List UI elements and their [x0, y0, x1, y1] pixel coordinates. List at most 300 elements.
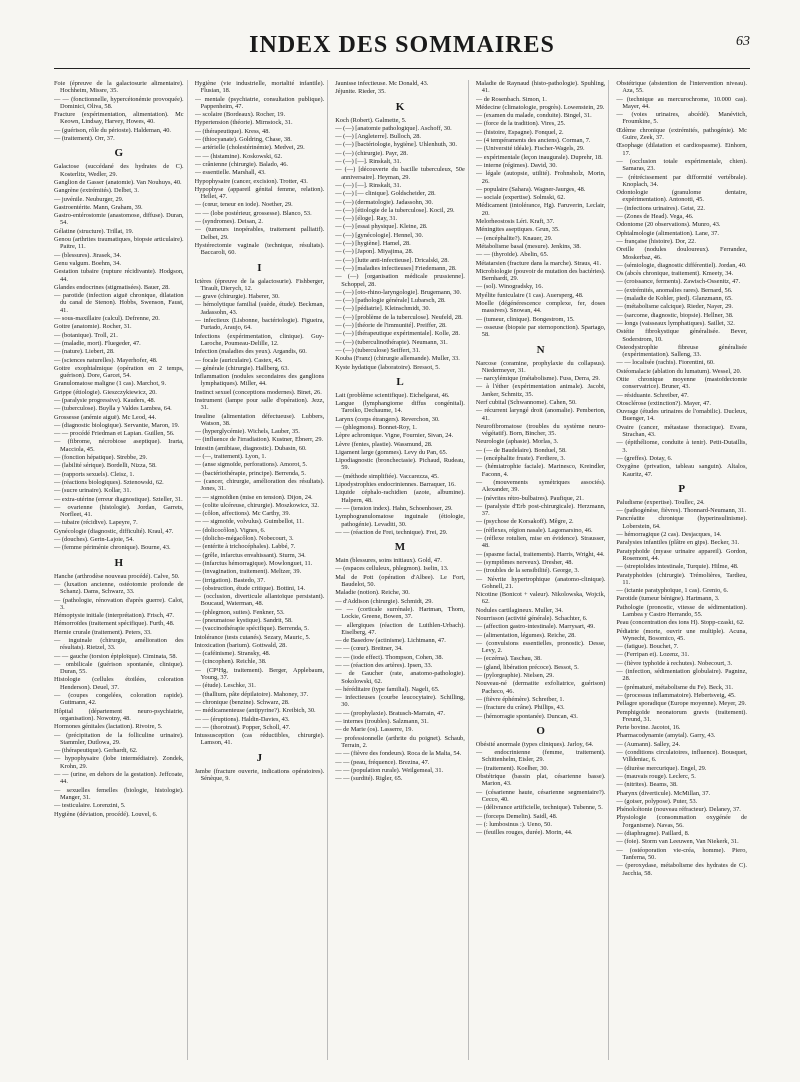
index-entry: Infection (maladies des yeux). Argandis, 60.: [194, 348, 307, 356]
index-entry: — (précipitation de la folliculine urinaire). Stammler, Dutlowa, 29.: [54, 731, 184, 746]
index-entry: Neurofibromatose (troubles du système neuro-végétatif). Born, Bincher, 35.: [475, 422, 606, 438]
index-entry: — (: lumbosinus :). Ueno, 50.: [475, 820, 552, 828]
index-entry: — (thiocyanate). Goldring, Chase, 38.: [194, 136, 292, 144]
index-entry: Nouveau-né (dermatite exfoliatrice, guérison) Pacheco, 46.: [475, 680, 606, 695]
index-entry: — — (cœur). Breitner, 34.: [335, 645, 403, 653]
index-entry: — (—) [essai physique]. Kleine, 28.: [335, 223, 428, 231]
index-entry: Lipodiagnostic (bronchectasie). Pichaud, Rudeau, 59.: [335, 457, 465, 472]
index-entry: — (—) (dermatologie). Jadassohn, 30.: [335, 198, 433, 206]
index-entry: — (tumeur, clinique). Bongestrom, 15.: [475, 315, 575, 323]
index-entry: — à l'éther (expérimentation animale). Jacobi, Janker, Schmitz, 35.: [475, 383, 606, 398]
index-entry: Koch (Robert). Galmette, 5.: [335, 116, 407, 124]
index-entry: — juvénile. Neuburger, 29.: [54, 195, 124, 203]
index-entry: — de Basedow (actinisme). Lichtmann, 47.: [335, 637, 446, 645]
index-entry: — essentielle. Marshall, 43.: [194, 169, 266, 177]
index-entry: — (—) [gynécologie]. Hennel, 30.: [335, 231, 424, 239]
index-entry: — (maladie, mort). Fluegeder, 47.: [54, 339, 141, 347]
index-entry: — résiduante. Schreiber, 47.: [616, 391, 689, 399]
index-entry: — (—) [hygiène]. Hamel, 28.: [335, 240, 411, 248]
index-entry: Grippe (étiologie). Gieszczykiewicz, 20.: [54, 388, 157, 396]
index-entry: Intolérance (tests cutanés). Sezary, Mauric, 5.: [194, 633, 311, 641]
index-entry: Narcose (coramine, prophylaxie du collapsus). Niedermeyer, 31.: [475, 359, 606, 374]
index-entry: — (sarcome, diagnostic, biopsie). Hellner, 38.: [616, 311, 734, 319]
index-entry: — extra-utérine (erreur diagnostique). Szteller, 31.: [54, 495, 183, 503]
index-entry: — — (réaction des artères). Ipsen, 33.: [335, 662, 433, 669]
index-entry: — (—) (tuberculose) Seiffert, 31.: [335, 346, 421, 354]
index-entry: — (—) [thérapeutique expérimentale]. Kolle, 28.: [335, 330, 460, 338]
index-entry: — (spasme facial, traitements). Harris, Wright, 44.: [475, 550, 605, 558]
index-entry: Hernie crurale (traitement). Peters, 33.: [54, 628, 152, 636]
index-entry: — (obstruction, étude critique). Bottini, 14.: [194, 584, 306, 592]
index-entry: Paralysies infantiles (plâtre en gips). Becker, 31.: [616, 539, 740, 547]
index-column-1: [54, 80, 188, 1060]
index-entry: — — (prophylaxie). Bratusch-Marrain, 47.: [335, 709, 445, 717]
index-entry: — (—) [anatomie pathologique]. Aschoff, 30.: [335, 124, 452, 132]
index-entry: Gangrène (extrémités). Delbet, 3.: [54, 187, 139, 195]
index-entry: — (Zones de Head). Vega, 46.: [616, 213, 694, 221]
index-entry: — focale (auriculaire). Castex, 45.: [194, 356, 283, 364]
index-entry: — (—, traitement). Lyon, 1.: [194, 453, 267, 461]
index-column-3: [335, 80, 469, 1060]
index-entry: — parotide (infection aiguë chronique, dilatation du canal de Stenon). Hobbs, Swenson, Faust, 41.: [54, 292, 184, 314]
index-entry: — (Aumann). Salley, 24.: [616, 740, 681, 748]
index-entry: Gastro-entérostomie (anastomose, diffuse). Duran, 54.: [54, 212, 184, 227]
index-entry: — — (surdité). Rigler, 65.: [335, 775, 403, 783]
index-entry: Histologie (cellules étoilées, coloration Henderson). Deuel, 37.: [54, 676, 184, 691]
index-entry: Grossesse (anémie aiguë). Mc Leod, 44.: [54, 413, 157, 421]
index-entry: Gestation tubaire (rupture récidivante). Hodgson, 44.: [54, 268, 184, 283]
index-entry: — (4 tempéraments des anciens). Corman, 7.: [475, 137, 591, 145]
page-title: INDEX DES SOMMAIRES: [249, 32, 555, 58]
index-entry: — ombilicale (guérison spontanée, clinique). Duran, 55.: [54, 660, 184, 676]
index-entry: Perte bovine. Jacotot, 16.: [616, 724, 681, 732]
index-entry: Ostéomalacie (ablation du lumatum). Wessel, 20.: [616, 367, 742, 375]
index-entry: — crânienne (chirurgie). Balado, 46.: [194, 160, 289, 168]
index-entry: — — (tension index). Hahn, Schoenhoser, 29.: [335, 504, 453, 512]
index-column-4: [476, 80, 610, 1060]
index-entry: — (irrigation). Bastedo, 37.: [194, 576, 266, 584]
index-entry: — (syndromes). Deisan, 2.: [194, 218, 263, 226]
index-entry: Otite chronique moyenne (mastoïdectomie conservatrice). Bruner, 43.: [616, 375, 747, 391]
index-entry: Obstétrique (abstention de l'intervention niveau). Aza, 55.: [616, 80, 747, 95]
index-entry: — (étude). Leschke, 31.: [194, 682, 256, 690]
index-entry: — (blessures). Jirasek, 34.: [54, 251, 122, 259]
index-entry: Maladie (notion). Reiche, 30.: [335, 589, 410, 597]
index-entry: — (foie). Storm van Leeuwen, Van Niekerk, 31.: [616, 838, 739, 846]
index-entry: — (caféinisme). Stransky, 48.: [194, 650, 271, 658]
index-entry: — artérielle (cholestérinémie). Medvei, 29.: [194, 144, 305, 152]
index-entry: — — (réaction de Frei, technique). Frei, 29.: [335, 528, 448, 536]
index-entry: Goitre (anatomie). Rocher, 31.: [54, 323, 132, 331]
index-entry: Pemphigoïde neonatorum gravis (traitement). Freund, 31.: [616, 708, 747, 723]
index-entry: — de Rosenbach. Simon, 1.: [475, 95, 547, 103]
index-entry: Œdème chronique (extrémités, pathogénie). Mc Guire, Zeek, 37.: [616, 126, 747, 142]
index-entry: — (goiser, polypose). Puter, 53.: [616, 797, 698, 805]
index-entry: Métatarsien (fracture dans la marche). Straus, 41.: [475, 259, 602, 267]
index-entry: — (dolicocôlon). Vignes, 6.: [194, 526, 266, 534]
index-entry: — tubaire (récidive). Lapeyre, 7.: [54, 519, 138, 527]
index-entry: — (—) [—]. Rinskalt, 31.: [335, 158, 402, 166]
index-entry: — hypophysaire (lobe intermédiaire). Zondek, Krohn, 29.: [54, 755, 184, 770]
index-entry: — (fatigue). Bouchet, 7.: [616, 643, 679, 651]
index-entry: Pathologie (pronostic, vitesse de sédimentation). Lambea y Castro Herrando, 55.: [616, 603, 747, 618]
index-entry: — mentale (psychiatrie, consultation publique). Pappenheim, 47.: [194, 95, 325, 110]
index-entry: — (fracture du crâne). Phillips, 43.: [475, 704, 565, 712]
index-entry: Larynx (corps étrangers). Reverchon, 30.: [335, 415, 440, 423]
index-entry: Infections (expérimentation, clinique). Guy-Laroche, Poumeau-Delille, 12.: [194, 332, 325, 347]
index-entry: — générale (chirurgie). Hallberg, 63.: [194, 364, 289, 372]
index-entry: Obésité anormale (types cliniques). Jarloy, 64.: [475, 740, 594, 748]
index-entry: Nourrisson (activité générale). Schachter, 6.: [475, 615, 588, 622]
index-entry: — (conditions circulatoires, influence). Bousquet, Villdeniac, 6.: [616, 749, 747, 764]
index-entry: Glandes endocrines (stigmatisées). Bauer, 28.: [54, 283, 170, 291]
index-entry: — (—) [Japon]. Miyajima, 28.: [335, 248, 414, 256]
index-entry: — (prématuré, métabolisme du Fe). Beck, 31.: [616, 683, 734, 691]
index-entry: — (méthode simplifiée). Vaccarezza, 45.: [335, 472, 439, 480]
index-entry: — (paralysie d'Erb post-chirurgicale). Herzmann, 37.: [475, 502, 606, 518]
index-entry: Ouvrage (études urinaires de l'omabilic). Ducleux, Buenger, 14.: [616, 408, 747, 423]
index-entry: — expérimentale (leçon inaugurale). Duprehr, 18.: [475, 153, 603, 161]
index-entry: — (—) [pédiatrie]. Kleinschmidt, 30.: [335, 305, 431, 313]
index-entry: Paratyphoïde (myase urinaire appareil). Gordon, Rosemont, 44.: [616, 547, 747, 562]
index-entry: Fracture (expérimentation, alimentation). Mc Keown, Lindsay, Harvey, Howes, 40.: [54, 111, 184, 126]
index-entry: — (—) (tuberculinothérapie). Neumann, 31.: [335, 338, 448, 346]
index-entry: Instrument (lampe pour salle d'opération). Jezz, 31.: [194, 396, 325, 412]
index-entry: Kouba (Franz) (chirurgie allemande). Muller, 33.: [335, 355, 460, 363]
index-entry: — (thérapeutique). Gerhardt, 62.: [54, 747, 138, 755]
index-entry: Parotide (tumeur bénigne). Hartmann, 3.: [616, 595, 720, 603]
index-entry: Moelle (dégénérescence complexe, fer, doses massives). Snowan, 44.: [475, 300, 606, 315]
index-entry: — (convulsions essentielles, pronostic). Desse, Levy, 2.: [475, 639, 606, 655]
index-entry: — (épithéliome, conduite à tenir). Petit-Dutaillis, 3.: [616, 439, 747, 454]
index-entry: Hypophysaire (cancer, excision). Trotter, 43.: [194, 177, 308, 185]
index-entry: — (sciences naturelles). Mayerhofer, 48.: [54, 356, 158, 364]
index-entry: — (peroxydase, métabolisme des hydrates de C). Jacchia, 58.: [616, 862, 747, 877]
index-entry: — (occlusion totale expérimentale, chien). Samaras, 23.: [616, 157, 747, 173]
index-entry: Hémorroïdes (traitement spécifique). Furth, 48.: [54, 620, 175, 628]
page-number: 63: [736, 34, 750, 49]
index-entry: — (pneumatose kystique). Sandrit, 58.: [194, 617, 293, 624]
index-entry: — (fibrome, nécrobiose aseptique). Irarta, Macciola, 45.: [54, 438, 184, 453]
index-entry: — (douches). Gerin-Lajoie, 54.: [54, 536, 134, 544]
index-entry: Gastroentérite. Mann, Graham, 39.: [54, 203, 143, 211]
index-entry: — endocrinienne (femme, traitement). Schittenhelm, Eisler, 29.: [475, 749, 606, 764]
index-entry: — de Marie (os). Lasserre, 19.: [335, 726, 414, 734]
index-entry: — — (fonctionnelle, hypercétonémie provoquée). Dominici, Oliva, 58.: [54, 95, 184, 110]
index-entry: — (fièvre typhoïde à rechutes). Nobecourt, 3.: [616, 659, 733, 667]
index-entry: — (alimentation, légumes). Reiche, 28.: [475, 631, 576, 639]
index-entry: — (labilité sérique). Bordelli, Nizza, 58.: [54, 462, 157, 470]
index-entry: Ictères (épreuve de la galactosurie). Fishberger, Tirault, Dierych, 12.: [194, 277, 325, 292]
index-entry: — (femme périménie chronique). Bourne, 43.: [54, 544, 171, 552]
index-entry: — — (iode effect). Thompson, Cohen, 38.: [335, 653, 444, 661]
index-entry: — (phlegmon, suites). Fenkner, 53.: [194, 608, 285, 616]
index-entry: — hémorragique (2 cas). Desjacques, 14.: [616, 531, 722, 539]
index-entry: — légale (autopsie, utilité). Frohnsholz, Morin, 26.: [475, 170, 606, 185]
index-entry: Hypophyse (appareil génital femme, relation). Hellet, 47.: [194, 185, 325, 201]
index-entry: Pharmacodynamie (amytal). Garry, 43.: [616, 732, 716, 740]
index-entry: — — (corticale surrénale). Hartman, Thorn, Lockie, Greene, Bowen, 37.: [335, 605, 465, 621]
index-entry: — héréditaire (type familial). Nageli, 65.: [335, 685, 440, 693]
index-entry: — (infection, sédimentation globulaire). Pagninz, 28.: [616, 668, 747, 683]
index-entry: Jambe (fracture ouverte, indications opératoires). Sénèque, 9.: [194, 767, 325, 783]
index-entry: Peau (concentration des ions H). Stopp-czaski, 62.: [616, 619, 745, 627]
index-entry: — (—) [maladies infectieuses] Friedemann, 28.: [335, 264, 457, 272]
index-entry: — (fièvre éphémère). Schreiber, 1.: [475, 695, 565, 703]
index-entry: — (histoire, Espagne). Fonquel, 2.: [475, 128, 564, 136]
index-entry: — (rétrécissement par difformité vertébrale). Knoplach, 34.: [616, 173, 747, 188]
index-entry: — internes (troubles). Salzmann, 31.: [335, 718, 429, 726]
index-entry: — (eczéma). Taschau, 38.: [475, 655, 542, 663]
index-entry: Pancréatite chronique (hyperinsulinisme). Loberstein, 64.: [616, 515, 747, 530]
index-entry: — (réflexe rotulien, mise en évidence). Strausser, 48.: [475, 535, 606, 550]
index-entry: — (infections urinaires). Geist, 22.: [616, 204, 706, 212]
index-entry: — (—) [découverte du bacille tuberculeux, 50e anniversaire]. Heyman, 29.: [335, 166, 465, 181]
index-entry: — allergiques (réaction de Luithlen-Urbach). Eiselberg, 47.: [335, 621, 465, 636]
index-entry: Genu valgum. Boehm, 34.: [54, 259, 121, 267]
index-entry: Pharynx (diverticule). McMillan, 37.: [616, 789, 711, 797]
index-entry: — (troubles de la sensibilité). George, 3.: [475, 567, 580, 575]
index-entry: — — (éruptions). Haldin-Davies, 43.: [194, 715, 290, 723]
index-entry: — sociale (expertise). Solmski, 62.: [475, 194, 566, 202]
index-entry: Pellagre sporadique (Europe moyenne). Meyer, 29.: [616, 700, 747, 708]
index-entry: — (infarctus hémorragique). Mowlonguet, 11.: [194, 559, 313, 567]
index-entry: — infectieuses (courbe leucocytaire). Schilling, 30.: [335, 694, 465, 709]
index-entry: Lèvre (fentes, plastie). Wassmund, 28.: [335, 440, 433, 448]
index-entry: — (diurèse mercurique). Engel, 29.: [616, 764, 707, 772]
index-entry: — narcylémique (métabolisme). Fuss, Derra, 29.: [475, 375, 600, 383]
index-entry: Œsophage (dilatation et cardiospasme). Einhorn, 17.: [616, 142, 747, 157]
index-entry: Hanche (arthrodèse nouveau procédé). Calve, 50.: [54, 572, 180, 580]
index-entry: — (maladie de Kohler, pied). Glanzmann, 65.: [616, 295, 733, 303]
index-entry: — (hémorragie spontanée). Duncan, 43.: [475, 712, 578, 720]
index-entry: — (entérite à trichocéphales). Labbé, 7.: [194, 543, 296, 551]
index-entry: Hygiène (déviation, procédé). Louvel, 6.: [54, 810, 158, 818]
index-entry: — (psychose de Korsakoff). Mêgre, 2.: [475, 518, 574, 526]
index-entry: Main (blessures, soins initiaux). Gold, 47.: [335, 557, 442, 565]
index-entry: — (ictanie paratyphoïque, 1 cas). Grenio, 6.: [616, 587, 729, 595]
index-entry: Ganglion de Gasser (anatomie). Van Nouhuys, 40.: [54, 178, 182, 186]
index-entry: Otosclérose (extinction?). Mayer, 47.: [616, 399, 711, 407]
index-entry: — — localisée (rachis). Fiorentini, 60.: [616, 359, 715, 367]
index-entry: — — (population rurale). Weilgemeal, 31.: [335, 766, 444, 774]
index-entry: — (— de Baudelaire). Bonduel, 58.: [475, 446, 567, 454]
index-entry: — (cancer, chirurgie, amélioration des résultats). Jones, 31.: [194, 477, 325, 493]
index-entry: — (tumeurs inopérables, traitement palliatif). Delbet, 29.: [194, 226, 325, 241]
index-entry: — — (peau, fréquence). Brezina, 47.: [335, 758, 430, 766]
index-entry: — (délivrance artificielle, technique). Tubenne, 5.: [475, 804, 603, 812]
index-entry: Kyste hydatique (laboratoire). Bressot, 5.: [335, 363, 441, 371]
index-entry: — (coupes congelées, coloration rapide). Guttmann, 42.: [54, 692, 184, 707]
index-entry: — (grêle, infarctus envahissant). Sturm, 34.: [194, 551, 306, 559]
index-entry: — (métabolisme calcique). Rieder, Nayer, 29.: [616, 303, 734, 311]
index-entry: — (technique au mercurochrome, 10.000 cas). Mayer, 44.: [616, 95, 747, 110]
index-entry: Méningites aseptiques. Grun, 35.: [475, 226, 560, 234]
index-entry: — hémolytique familial (suède, étude). Beckman, Jadassohn, 43.: [194, 301, 325, 316]
index-entry: Phénolcétonie (nouveau réfracteur). Delaney, 37.: [616, 806, 741, 814]
index-entry: Neurologie (aphasie). Morlas, 3.: [475, 438, 559, 446]
index-entry: — (sémiologie, diagnostic différentiel). Jordan, 40.: [616, 261, 747, 269]
index-entry: — (—) [Angleterre]. Bulloch, 28.: [335, 133, 421, 141]
index-entry: — de Gaucher (rate, anatomo-pathologie). Sokolowski, 62.: [335, 670, 465, 685]
index-entry: — (sol). Winogradsky, 16.: [475, 283, 544, 291]
index-entry: Ostéite fibrokystique généralisée. Bever, Soderstrom, 10.: [616, 328, 747, 343]
index-entry: — française (histoire). Dor, 22.: [616, 237, 696, 245]
index-entry: — (fonction hépatique). Strebbe, 29.: [54, 454, 148, 462]
index-entry: — — (fièvre des fondeurs). Roca de la Malta, 54.: [335, 750, 462, 758]
index-entry: Pédiatrie (morte, ouvrir une multiple). Acuna, Wynecht, Bosomico, 45.: [616, 627, 747, 642]
index-entry: — — sigmoïde, volvulus). Guimbellot, 11.: [194, 518, 304, 526]
index-entry: — (nature). Liebert, 28.: [54, 348, 115, 356]
index-entry: — (nitrites). Beams, 38.: [616, 781, 678, 789]
index-entry: — (gland, libération précoce). Bessot, 5.: [475, 663, 579, 671]
index-entry: — (phlegmons). Bonnet-Roy, 1.: [335, 423, 417, 431]
index-entry: Myélite funiculaire (1 cas). Auersperg, 48.: [475, 291, 584, 299]
index-entry: — (encéphalite?). Knauer, 29.: [475, 234, 553, 242]
index-entry: — (botanique). Troll, 21.: [54, 331, 118, 339]
index-entry: — (—) [bactériologie, hygiène]. Uhlenhuth, 30.: [335, 141, 457, 149]
index-entry: Hôpital (département neuro-psychiatrie, organisation). Nowotny, 48.: [54, 707, 184, 722]
index-entry: — (bactériothérapie, principe). Berrenda, 5.: [194, 469, 306, 477]
index-entry: Goitre exophtalmique (opération en 2 temps, guérison). Dore, Garcet, 54.: [54, 364, 184, 380]
index-entry: — (traitement). Orr, 37.: [54, 135, 115, 143]
section-letter: L: [396, 375, 404, 388]
section-letter: O: [536, 724, 545, 737]
index-entry: Odontologie (granulome dentaire, expérimentation). Antonotti, 45.: [616, 189, 747, 204]
index-entry: Nicotine (Bonicot + valeur). Nikolowska, Wojcik, 62.: [475, 591, 606, 606]
index-entry: — (diagnostic biologique). Servantie, Maron, 19.: [54, 421, 180, 429]
index-entry: — ovarienne (histologie). Jordan, Garrets, Norfleet, 41.: [54, 503, 184, 519]
index-entry: Obstétrique (bassin plat, césarienne basse). Marion, 43.: [475, 773, 606, 788]
index-entry: — (pylorgraphie). Nielsen, 29.: [475, 672, 554, 680]
index-entry: — (réflexes, région nasale). Lagomarsino, 46.: [475, 526, 593, 534]
index-entry: Oxygène (privation, tableau sanguin). Altalos, Kauritz, 47.: [616, 463, 747, 478]
index-entry: Langue (lymphangiome diffus congénital). Taroiko, Dechaume, 14.: [335, 400, 465, 415]
index-entry: — longs (vaisseaux lymphatiques). Saillet, 32.: [616, 319, 735, 327]
index-entry: — (—) [théorie de l'immunité]. Preiffer, 28.: [335, 322, 447, 330]
index-column-5: [616, 80, 750, 1060]
index-entry: Oreille (nodules douloureux). Ferrandez, Moskerbaz, 46.: [616, 246, 747, 261]
index-entry: — (feuilles rouges, durée). Morin, 44.: [475, 829, 573, 837]
index-entry: — (—) [organisation médicale prussienne]. Schoppel, 28.: [335, 273, 465, 288]
index-entry: — sous-maxillaire (calcul). Defrenne, 20.: [54, 315, 160, 323]
section-letter: J: [256, 751, 263, 764]
index-entry: — (occlusion, diverticule allantoïque persistant). Boucaud, Waterman, 48.: [194, 593, 325, 608]
index-entry: — (cœur, teneur en iode). Noether, 29.: [194, 201, 293, 209]
index-entry: — (thallium, pâte dépilatoire). Mahoney, 37.: [194, 690, 309, 698]
index-entry: — inguinale (chirurgie, amélioration des résultats). Rietzel, 33.: [54, 637, 184, 652]
index-entry: — (encéphalite fruste). Ferdiere, 3.: [475, 455, 566, 463]
index-entry: Physiologie (consommation oxygénée de l'organisme). Navas, 56.: [616, 814, 747, 829]
index-entry: — (force de la tradition). Vires, 25.: [475, 120, 566, 128]
index-entry: Intestin (amibiase, diagnostic). Dubasin, 60.: [194, 444, 307, 452]
index-entry: Médecine (climatologie, progrès). Lowenstein, 29.: [475, 103, 605, 111]
section-letter: N: [536, 343, 545, 356]
index-entry: — (influence de l'irradiation). Kustner, Ebnerr, 29.: [194, 436, 324, 444]
index-entry: — (ostéoporation vie-créa, homme). Piero, Tanferna, 50.: [616, 846, 747, 861]
index-entry: — (traitement). Koelher, 30.: [475, 764, 549, 772]
index-entry: Ovaire (cancer, métastase thoracique). Evans, Strachan, 43.: [616, 423, 747, 439]
index-entry: — médicamenteuse (antipyrine?). Kreibich, 30.: [194, 707, 316, 715]
index-entry: — — gauche (torsion épiploïque). Ciminata, 58.: [54, 652, 178, 660]
index-entry: Nerf cubital (Schwannome). Cahen, 50.: [475, 398, 577, 406]
index-entry: Paludisme (expertise). Toullec, 24.: [616, 498, 705, 506]
index-entry: — (—) [oto-rhino-laryngologie]. Brugemann, 30.: [335, 288, 462, 296]
index-entry: — (pathologie, rénovation d'après guerre). Calot, 3.: [54, 596, 184, 611]
index-entry: Lèpre achromique. Vigne, Fournier, Sivan, 24.: [335, 432, 454, 440]
index-entry: — (—) (chirurgie). Payr, 28.: [335, 149, 408, 157]
index-entry: Instinct sexuel (conceptions modernes). Binet, 26.: [194, 388, 322, 396]
index-entry: Hypertension (théorie). Mirnstock, 31.: [194, 119, 293, 127]
index-entry: — Névrite hypertrophique (anatomo-clinique). Gohnell, 21.: [475, 575, 606, 590]
index-entry: — grave (chirurgie). Haberer, 30.: [194, 293, 280, 301]
index-entry: — (dolicho-mégacôlon). Nobecourt, 3.: [194, 535, 294, 543]
section-letter: G: [114, 147, 124, 160]
index-entry: — (luxation ancienne, ostéotomie profonde de Schanz). Dams, Schwarz, 33.: [54, 580, 184, 596]
index-entry: Jaunisse infectieuse. Mc Donald, 43.: [335, 80, 429, 87]
index-entry: — (réactions biologiques). Sztenowski, 62.: [54, 478, 164, 486]
index-entry: Os (abcès chronique, traitement). Kmeety, 34.: [616, 270, 734, 278]
index-entry: — (symptômes nerveux). Dresher, 48.: [475, 558, 573, 566]
index-entry: Médicament (intolérance, Hg). Faruverin, Leclair, 20.: [475, 202, 606, 217]
index-entry: — récurrent laryngé droit (anomalie). Pemberton, 41.: [475, 407, 606, 422]
index-entry: — — (thorotrast). Popper, Scholl, 47.: [194, 723, 291, 731]
index-entry: Granulomatose maligne (1 cas). Marchot, 9.: [54, 380, 167, 388]
index-entry: — (greffes). Dotay, 6.: [616, 454, 673, 462]
index-entry: — — procédé Friedman et Lapian. Guillen, 56.: [54, 430, 175, 438]
index-entry: Lipodystrophies endocriniennes. Barraquer, 16.: [335, 481, 456, 489]
index-entry: — (vaccinothérapie spécifique). Berrenda, 5.: [194, 625, 309, 633]
index-entry: — (rapports sexuels). Cleisz, 1.: [54, 470, 135, 478]
section-letter: P: [678, 482, 686, 495]
index-entry: Microbiologie (pouvoir de mutation des bactéries). Bernhardt, 29.: [475, 267, 606, 283]
index-entry: Gélatine (structure). Trillat, 19.: [54, 227, 134, 235]
index-entry: Foie (épreuve de la galactosurie alimentaire). Hochheim, Missre, 35.: [54, 80, 184, 95]
index-entry: Hystérectomie vaginale (technique, résultats). Baccaroli, 60.: [194, 241, 325, 257]
index-entry: Genou (arthrites traumatiques, biopsie articulaire). Paitre, 11.: [54, 236, 184, 251]
section-letter: K: [395, 100, 405, 113]
index-entry: Hormones génitales (lactation). Rivoire, 5.: [54, 723, 163, 731]
index-entry: — (examen du malade, conduite). Bingel, 31.: [475, 112, 592, 120]
index-entry: — — sigmoïdien (mise en tension). Dijon, 24.: [194, 493, 313, 501]
index-entry: Jéjunite. Rieder, 35.: [335, 88, 386, 96]
index-entry: Liquide céphalo-rachidien (azote, albumine). Halpern, 48.: [335, 489, 465, 504]
index-entry: — d'Addison (chirurgie). Schmidt, 29.: [335, 597, 433, 605]
index-entry: — (affection gastro-intestinale). Marrysart, 49.: [475, 623, 595, 631]
index-entry: — professionnelle (arthrite du poignet). Schaub, Terrain, 2.: [335, 734, 465, 749]
index-entry: Odontome (20 observations). Munro, 43.: [616, 221, 721, 229]
index-entry: — (—) [éloge]. Ray, 31.: [335, 215, 398, 223]
index-entry: — (césarienne haute, césarienne segmentaire?). Cecco, 40.: [475, 788, 606, 803]
index-entry: — (cincophen). Reichle, 38.: [194, 658, 267, 666]
index-entry: — (anse sigmoïde, perforations). Amorot, 5.: [194, 461, 308, 469]
index-entry: Intoxication (barium). Gottwald, 28.: [194, 641, 287, 649]
index-entry: — — (histamine). Koskowski, 62.: [194, 152, 283, 160]
index-entry: Intussusception (cas réductibles, chirurgie). Lamson, 41.: [194, 732, 325, 747]
index-entry: — (colite ulcéreuse, chirurgie). Moszkowicz, 32.: [194, 501, 320, 509]
index-entry: — (mouvements symétriques associés). Alexander, 39.: [475, 478, 606, 494]
index-entry: — (guérison, rôle du périoste). Haldeman, 40.: [54, 126, 171, 134]
index-entry: — (CP¹Hg, traitement). Berger, Applebaum, Young, 37.: [194, 666, 325, 682]
index-entry: — (hémiatrophie faciale). Marinesco, Kreindler, Faconn, 4.: [475, 463, 606, 478]
index-entry: — (invagination, traitement). Meltzer, 39.: [194, 568, 302, 576]
index-entry: Lymphogranulomatose inguinale (étiologie, pathogénie). Levaditi, 30.: [335, 513, 465, 528]
index-entry: — (névrites rétro-bulbaires). Paufique, 21.: [475, 494, 584, 502]
page-header: [54, 28, 750, 69]
index-entry: — (pathogénèse, fièvres). Thonnard-Neumann, 31.: [616, 507, 746, 515]
index-entry: Ophtalmologie (alimentation). Lane, 37.: [616, 229, 719, 237]
index-entry: Gynécologie (diagnostic, difficulté). Kraul, 47.: [54, 527, 174, 535]
